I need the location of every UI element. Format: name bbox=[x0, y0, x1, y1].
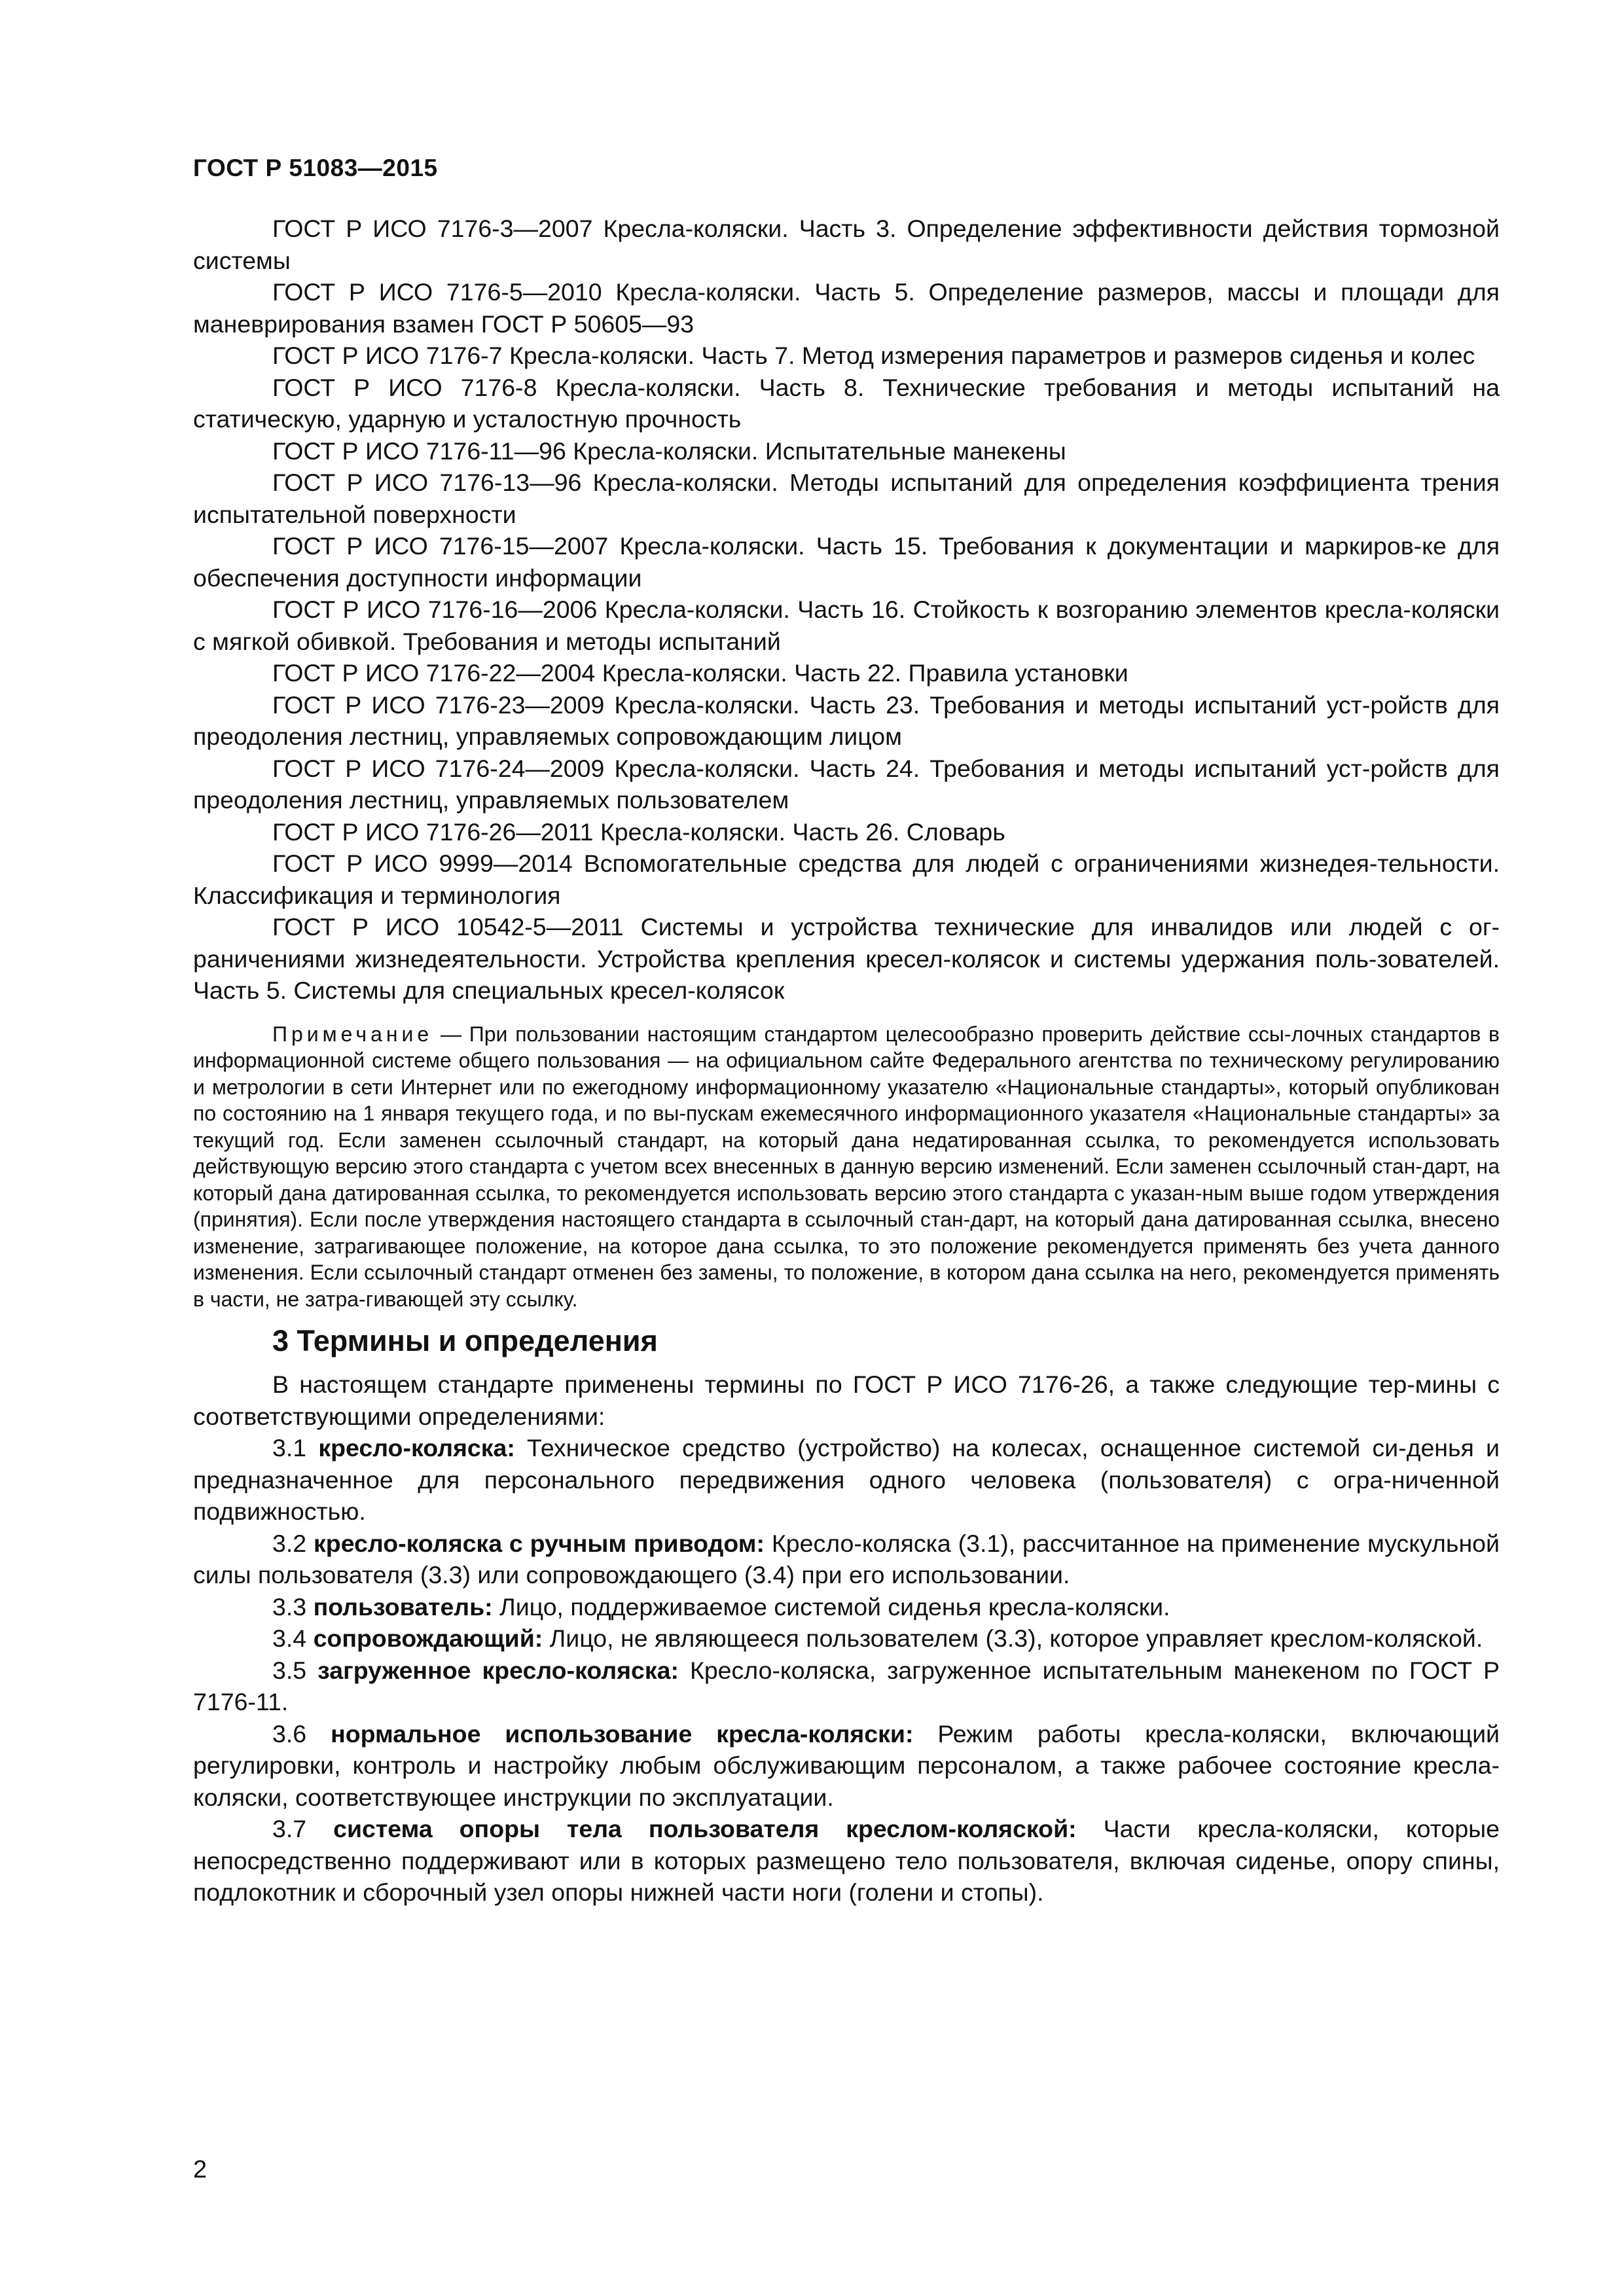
reference-item: ГОСТ Р ИСО 7176-13—96 Кресла-коляски. Методы испытаний для определения коэффициента трения испытательной поверхности bbox=[193, 469, 1500, 528]
term-text: Части кресла-коляски, которые непосредственно поддерживают или в которых размещено тело пользователя, включая сиденье, опору спины, подлокотник и сборочный узел опоры нижней части ноги (голени и стопы). bbox=[193, 1815, 1500, 1906]
term-name: кресло-коляска: bbox=[318, 1434, 515, 1462]
reference-item: ГОСТ Р ИСО 7176-16—2006 Кресла-коляски. Часть 16. Стойкость к возгоранию элементов кресла-коляски с мягкой обивкой. Требования и методы испытаний bbox=[193, 596, 1500, 655]
term-definition bbox=[193, 1655, 1500, 1718]
term-number: 3.6 bbox=[272, 1719, 331, 1748]
term-name: система опоры тела пользователя креслом-коляской: bbox=[333, 1815, 1077, 1842]
term-text: Режим работы кресла-коляски, включающий регулировки, контроль и настройку любым обслуживающим персоналом, а также рабочее состояние кресла-коляски, соответствующее инструкции по эксплуатации. bbox=[193, 1719, 1500, 1811]
term-text: Кресло-коляска (3.1), рассчитанное на применение мускульной силы пользователя (3.3) или сопровождающего (3.4) при его использовании. bbox=[193, 1529, 1500, 1588]
normative-references-list bbox=[193, 213, 1500, 1007]
term-text: Техническое средство (устройство) на колесах, оснащенное системой си-денья и предназначенное для персонального передвижения одного человека (пользователя) с огра-ниченной подвижностью. bbox=[193, 1434, 1500, 1525]
term-number: 3.3 bbox=[272, 1592, 314, 1621]
reference-item: ГОСТ Р ИСО 7176-11—96 Кресла-коляски. Испытательные манекены bbox=[272, 437, 1066, 465]
page-number: 2 bbox=[193, 2156, 208, 2183]
note-text: — При пользовании настоящим стандартом целесообразно проверить действие ссы-лочных стандартов в информационной системе общего пользования — на официальном сайте Федерального агентства по техническому регулированию и метрологии в сети Интернет или по ежегодному информационному указателю «Национальные стандарты», который опубликован по состоянию на 1 января текущего года, и по вы-пускам ежемесячного информационного указателя «Национальные стандарты» за текущий год. Если заменен ссылочный стандарт, на который дана недатированная ссылка, то рекомендуется использовать действующую версию этого стандарта с учетом всех внесенных в данную версию изменений. Если заменен ссылочный стан-дарт, на который дана датированная ссылка, то рекомендуется использовать версию этого стандарта с указан-ным выше годом утверждения (принятия). Если после утверждения настоящего стандарта в ссылочный стан-дарт, на который дана датированная ссылка, внесено изменение, затрагивающее положение, на которое дана ссылка, то это положение рекомендуется применять без учета данного изменения. Если ссылочный стандарт отменен без замены, то положение, в котором дана ссылка на него, рекомендуется применять в части, не затра-гивающей эту ссылку. bbox=[193, 1022, 1500, 1311]
term-name: нормальное использование кресла-коляски: bbox=[331, 1719, 914, 1748]
term-definition bbox=[193, 1718, 1500, 1814]
document-code-header: ГОСТ Р 51083—2015 bbox=[193, 154, 438, 181]
term-definition bbox=[193, 1528, 1500, 1591]
term-number: 3.2 bbox=[272, 1529, 314, 1557]
term-name: сопровождающий: bbox=[313, 1624, 543, 1652]
section-3-intro: В настоящем стандарте применены термины по ГОСТ Р ИСО 7176-26, а также следующие тер-мины с соответствующими определениями: bbox=[193, 1371, 1500, 1430]
note-paragraph bbox=[193, 1021, 1500, 1313]
term-number: 3.7 bbox=[272, 1815, 334, 1842]
term-definition bbox=[193, 1591, 1500, 1623]
term-number: 3.4 bbox=[272, 1624, 314, 1652]
term-definition bbox=[193, 1813, 1500, 1909]
terms-definitions bbox=[193, 1369, 1500, 1909]
reference-item: ГОСТ Р ИСО 10542-5—2011 Системы и устройства технические для инвалидов или людей с ог-раничениями жизнедеятельности. Устройства крепления кресел-колясок и системы удержания поль-зователей. Часть 5. Системы для специальных кресел-колясок bbox=[193, 913, 1500, 1004]
reference-item: ГОСТ Р ИСО 7176-23—2009 Кресла-коляски. Часть 23. Требования и методы испытаний уст-ройств для преодоления лестниц, управляемых сопровождающим лицом bbox=[193, 691, 1500, 750]
term-name: пользователь: bbox=[313, 1592, 493, 1621]
term-text: Лицо, не являющееся пользователем (3.3), которое управляет креслом-коляской. bbox=[543, 1624, 1483, 1652]
reference-item: ГОСТ Р ИСО 7176-5—2010 Кресла-коляски. Часть 5. Определение размеров, массы и площади для маневрирования взамен ГОСТ Р 50605—93 bbox=[193, 278, 1500, 338]
term-number: 3.5 bbox=[272, 1656, 318, 1684]
reference-item: ГОСТ Р ИСО 9999—2014 Вспомогательные средства для людей с ограничениями жизнедея-тельности. Классификация и терминология bbox=[193, 850, 1500, 909]
term-number: 3.1 bbox=[272, 1434, 319, 1462]
reference-item: ГОСТ Р ИСО 7176-3—2007 Кресла-коляски. Часть 3. Определение эффективности действия тормозной системы bbox=[193, 215, 1500, 274]
section-3-title: 3 Термины и определения bbox=[272, 1324, 658, 1357]
term-name: загруженное кресло-коляска: bbox=[317, 1656, 679, 1684]
term-name: кресло-коляска с ручным приводом: bbox=[314, 1529, 765, 1557]
reference-item: ГОСТ Р ИСО 7176-24—2009 Кресла-коляски. Часть 24. Требования и методы испытаний уст-ройств для преодоления лестниц, управляемых пользователем bbox=[193, 754, 1500, 814]
reference-item: ГОСТ Р ИСО 7176-15—2007 Кресла-коляски. Часть 15. Требования к документации и маркиров-ке для обеспечения доступности информации bbox=[193, 532, 1500, 592]
reference-item: ГОСТ Р ИСО 7176-22—2004 Кресла-коляски. Часть 22. Правила установки bbox=[272, 659, 1128, 687]
term-definition bbox=[193, 1623, 1500, 1655]
term-text: Кресло-коляска, загруженное испытательным манекеном по ГОСТ Р 7176-11. bbox=[193, 1656, 1500, 1715]
term-text: Лицо, поддерживаемое системой сиденья кресла-коляски. bbox=[492, 1592, 1170, 1621]
reference-item: ГОСТ Р ИСО 7176-26—2011 Кресла-коляски. Часть 26. Словарь bbox=[272, 817, 1005, 846]
reference-item: ГОСТ Р ИСО 7176-7 Кресла-коляски. Часть 7. Метод измерения параметров и размеров сиденья и колес bbox=[272, 342, 1475, 369]
note-label: Примечание bbox=[272, 1022, 433, 1046]
document-body bbox=[193, 213, 1500, 1909]
term-definition bbox=[193, 1432, 1500, 1528]
reference-item: ГОСТ Р ИСО 7176-8 Кресла-коляски. Часть 8. Технические требования и методы испытаний на статическую, ударную и усталостную прочность bbox=[193, 373, 1500, 433]
